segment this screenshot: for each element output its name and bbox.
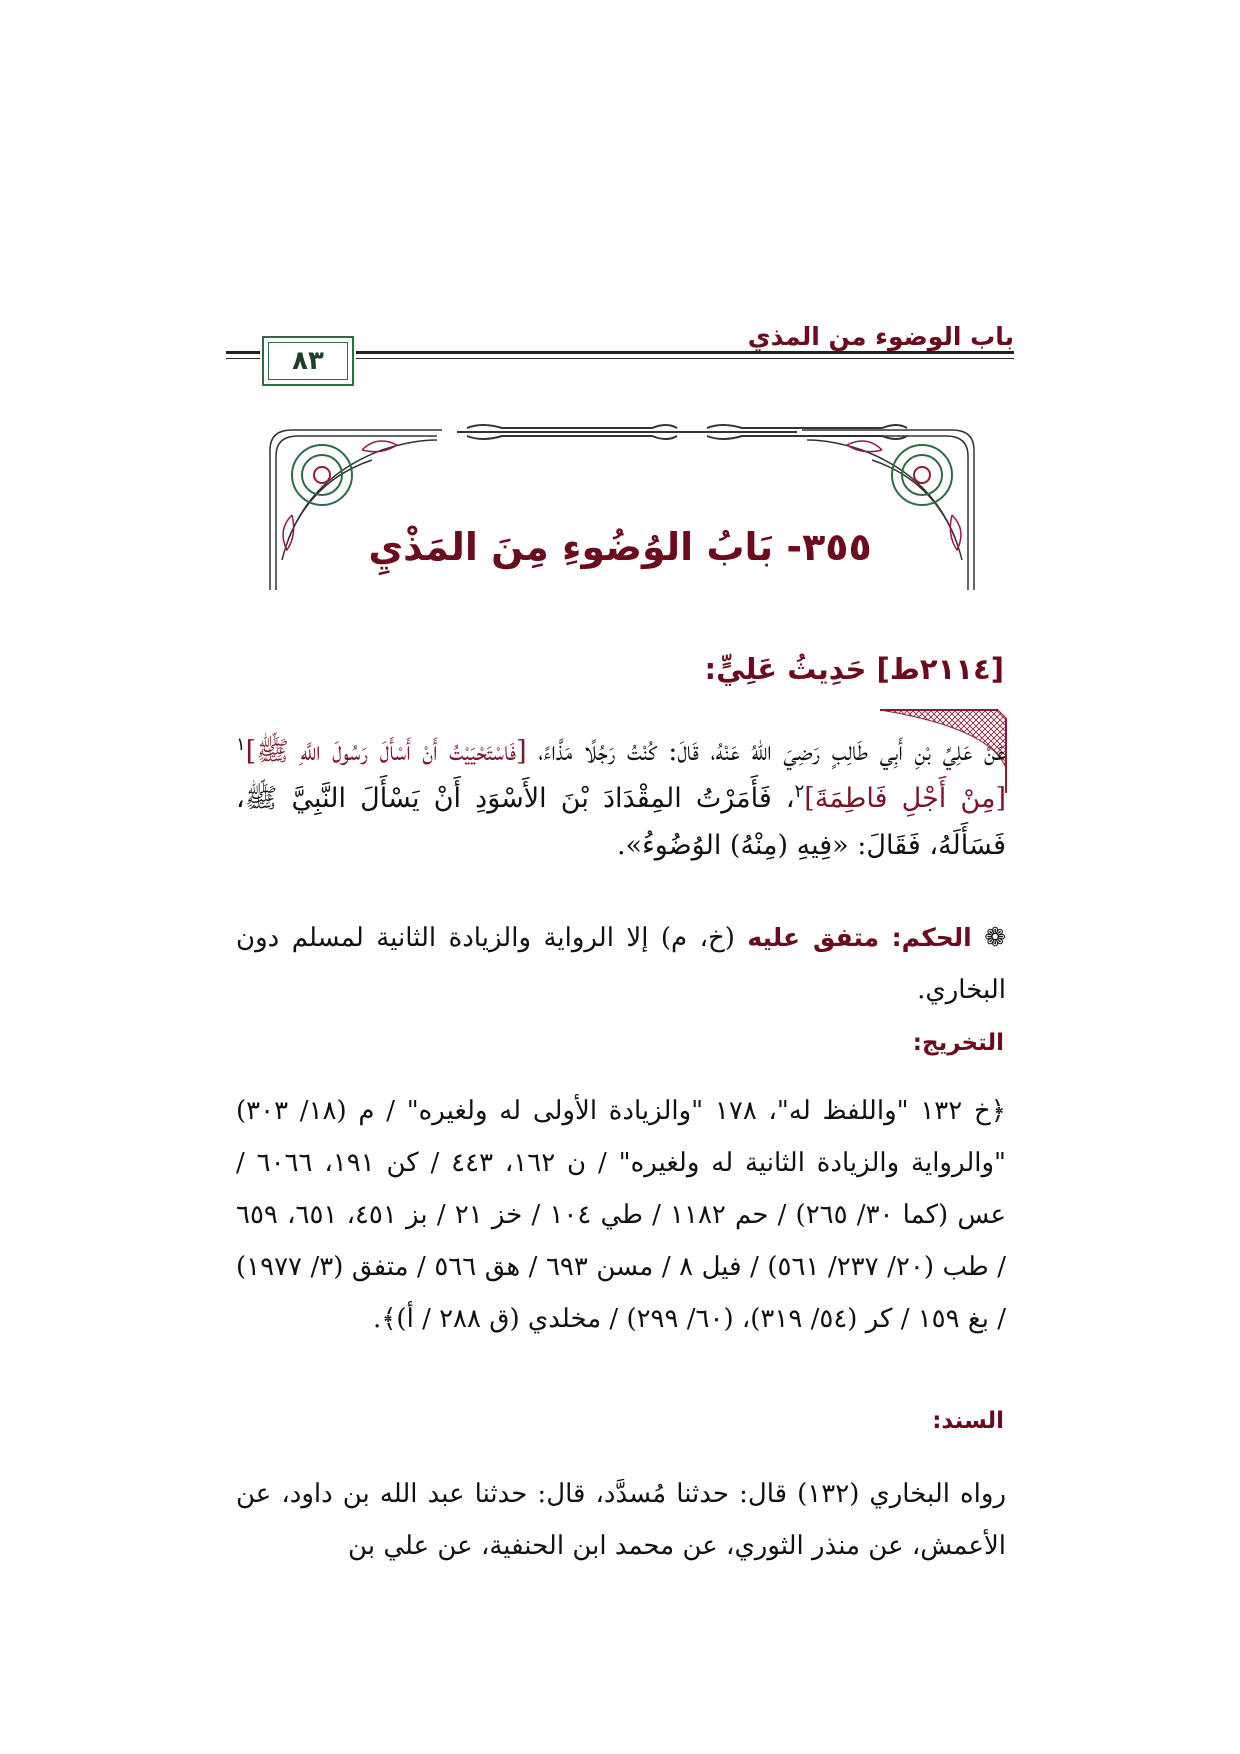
hadith-label: [٢١١٤ط] حَدِيثُ عَلِيٍّ: [704,652,1004,686]
page-number-frame [262,336,354,386]
header-rule-left-bottom [226,358,260,359]
footnote-ref-2[interactable]: ٢ [794,781,805,802]
header-rule-left-top [226,351,260,354]
hadith-addition-2: [مِنْ أَجْلِ فَاطِمَةَ] [804,783,1006,814]
ruling-label: الحكم: [891,923,972,952]
header-rule-right-bottom [356,358,1014,359]
hadith-text-part2: ، فَأَمَرْتُ المِقْدَادَ بْنَ الأَسْوَدِ أَنْ يَسْأَلَ النَّبِيَّ ﷺ، فَسَأَلَهُ، فَقَالَ: «فِيهِ (مِنْهُ) الوُضُوءُ». [236,783,1006,861]
ruling-value: متفق عليه [747,923,880,952]
hadith-addition-1: [فَاسْتَحْيَيْتُ أَنْ أَسْأَلَ رَسُولَ اللَّهِ ﷺ] [245,736,527,767]
sanad-heading: السند: [932,1408,1004,1434]
footnote-ref-1[interactable]: ١ [236,734,246,755]
sanad-text: رواه البخاري (١٣٢) قال: حدثنا مُسدَّد، قال: حدثنا عبد الله بن داود، عن الأعمش، عن منذر الثوري، عن محمد ابن الحنفية، عن علي بن [236,1479,1007,1561]
flower-icon: ❁ [971,923,1006,953]
chapter-ornament-frame [262,420,982,600]
header-rule-right-top [356,351,1014,354]
chapter-title: ٣٥٥- بَابُ الوُضُوءِ مِنَ المَذْيِ [368,525,872,569]
hadith-text [236,728,1006,869]
takhrij-text: ﴿خ ١٣٢ "واللفظ له"، ١٧٨ "والزيادة الأولى له ولغيره" / م (١٨/ ٣٠٣) "والرواية والزيادة الثانية له ولغيره" / ن ١٦٢، ٤٤٣ / كن ١٩١، ٦٠٦٦ / عس (كما ٣٠/ ٢٦٥) / حم ١١٨٢ / طي ١٠٤ / خز ٢١ / بز ٤٥١، ٦٥١، ٦٥٩ / طب (٢٠/ ٢٣٧/ ٥٦١) / فيل ٨ / مسن ٦٩٣ / هق ٥٦٦ / متفق (٣/ ١٩٧٧) / بغ ١٥٩ / كر (٥٤/ ٣١٩)، (٦٠/ ٢٩٩) / مخلدي (ق ٢٨٨ / أ)﴾. [236,1096,1006,1334]
running-title: باب الوضوء من المذي [747,322,1014,351]
ruling-paragraph [236,912,1006,1016]
ruling-rest: (خ، م) إلا الرواية والزيادة الثانية لمسلم دون البخاري. [236,923,1006,1005]
takhrij-heading: التخريج: [912,1030,1004,1056]
page-number: ٨٣ [292,346,324,376]
hadith-text-part1: عَنْ عَلِيِّ بْنِ أَبِي طَالِبٍ رَضِيَ اللهُ عَنْهُ، قَالَ: كُنْتُ رَجُلًا مَذَّاءً، [526,736,1006,767]
ornament-rosette-left [292,445,352,505]
ornament-rosette-right [892,445,952,505]
